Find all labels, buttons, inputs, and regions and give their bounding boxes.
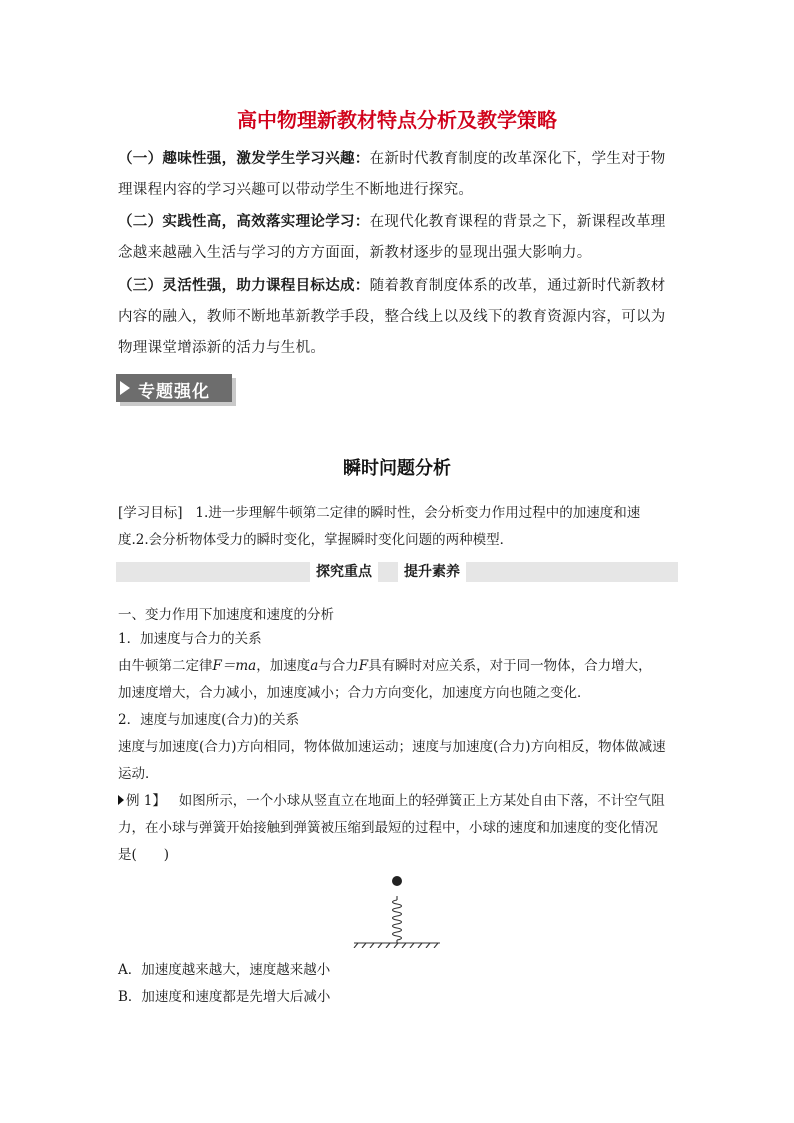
banner-background <box>116 374 232 402</box>
var-f: F <box>358 658 369 674</box>
var-a: a <box>310 658 319 674</box>
item1-line-1 <box>118 653 680 680</box>
option-b: B．加速度和速度都是先增大后减小 <box>118 989 331 1005</box>
play-arrow-icon <box>120 381 130 395</box>
goals-text-1: 1.进一步理解牛顿第二定律的瞬时性，会分析变力作用过程中的加速度和速 <box>195 505 641 521</box>
intro-lead-1: （一）趣味性强，激发学生学习兴趣： <box>118 151 370 167</box>
item2-line-1: 速度与加速度(合力)方向相同，物体做加速运动；速度与加速度(合力)方向相反，物体做减速 <box>118 739 666 755</box>
item1-text-a: 由牛顿第二定律 <box>118 658 213 674</box>
intro-lead-2: （二）实践性高，高效落实理论学习： <box>118 214 370 230</box>
topic-banner <box>116 374 237 407</box>
spring-icon <box>393 896 402 943</box>
item2-title: 2．速度与加速度(合力)的关系 <box>118 712 300 728</box>
section-bar <box>116 562 678 582</box>
item1-text-c: 与合力 <box>318 658 359 674</box>
section-body <box>118 626 680 869</box>
topic-title: 瞬时问题分析 <box>343 458 451 479</box>
intro-text-3: 随着教育制度体系的改革，通过新时代新教材内容的融入，教师不断地革新教学手段，整合线上以及线下的教育资源内容，可以为物理课堂增添新的活力与生机。 <box>118 278 666 356</box>
banner-label: 专题强化 <box>138 382 210 402</box>
learning-goals <box>118 500 680 554</box>
intro-text-2: 在现代化教育课程的背景之下，新课程改革理念越来越融入生活与学习的方方面面，新教材逐步的显现出强大影响力。 <box>118 214 666 261</box>
item1-text-b: ，加速度 <box>256 658 311 674</box>
intro-text-1: 在新时代教育制度的改革深化下，学生对于物理课程内容的学习兴趣可以带动学生不断地进行探究。 <box>118 151 666 198</box>
ground-icon <box>354 943 440 948</box>
option-a: A．加速度越来越大，速度越来越小 <box>118 962 331 978</box>
bar-label-left: 探究重点 <box>310 562 378 582</box>
section-heading: 一、变力作用下加速度和速度的分析 <box>118 607 334 623</box>
goals-label: [学习目标] <box>118 505 183 521</box>
item1-text-d: 具有瞬时对应关系，对于同一物体，合力增大， <box>368 658 652 674</box>
item1-title: 1．加速度与合力的关系 <box>118 631 262 647</box>
item1-line-2: 加速度增大，合力减小，加速度减小；合力方向变化，加速度方向也随之变化． <box>118 685 591 701</box>
example-line-1 <box>118 788 680 815</box>
example-line-2: 力，在小球与弹簧开始接触到弹簧被压缩到最短的过程中，小球的速度和加速度的变化情况 <box>118 820 658 836</box>
goals-line-2: 度.2.会分析物体受力的瞬时变化，掌握瞬时变化问题的两种模型． <box>118 532 514 548</box>
intro-paragraph-3 <box>118 271 680 364</box>
intro-paragraph-2 <box>118 207 680 269</box>
bar-label-right: 提升素养 <box>398 562 466 582</box>
ball-icon <box>392 876 402 886</box>
formula-newton-second: F＝ma <box>212 658 257 674</box>
intro-paragraph-1 <box>118 144 680 206</box>
goals-line-1 <box>118 500 680 527</box>
example-text-1: 如图所示，一个小球从竖直立在地面上的轻弹簧正上方某处自由下落，不计空气阻 <box>178 793 665 809</box>
example-line-3: 是( ) <box>118 847 170 863</box>
example-marker-icon <box>118 795 124 805</box>
intro-lead-3: （三）灵活性强，助力课程目标达成： <box>118 278 370 294</box>
example-tag: 例 1】 <box>126 793 166 809</box>
item2-line-2: 运动． <box>118 766 159 782</box>
page-title: 高中物理新教材特点分析及教学策略 <box>237 108 557 132</box>
ball-spring-figure <box>352 872 442 948</box>
